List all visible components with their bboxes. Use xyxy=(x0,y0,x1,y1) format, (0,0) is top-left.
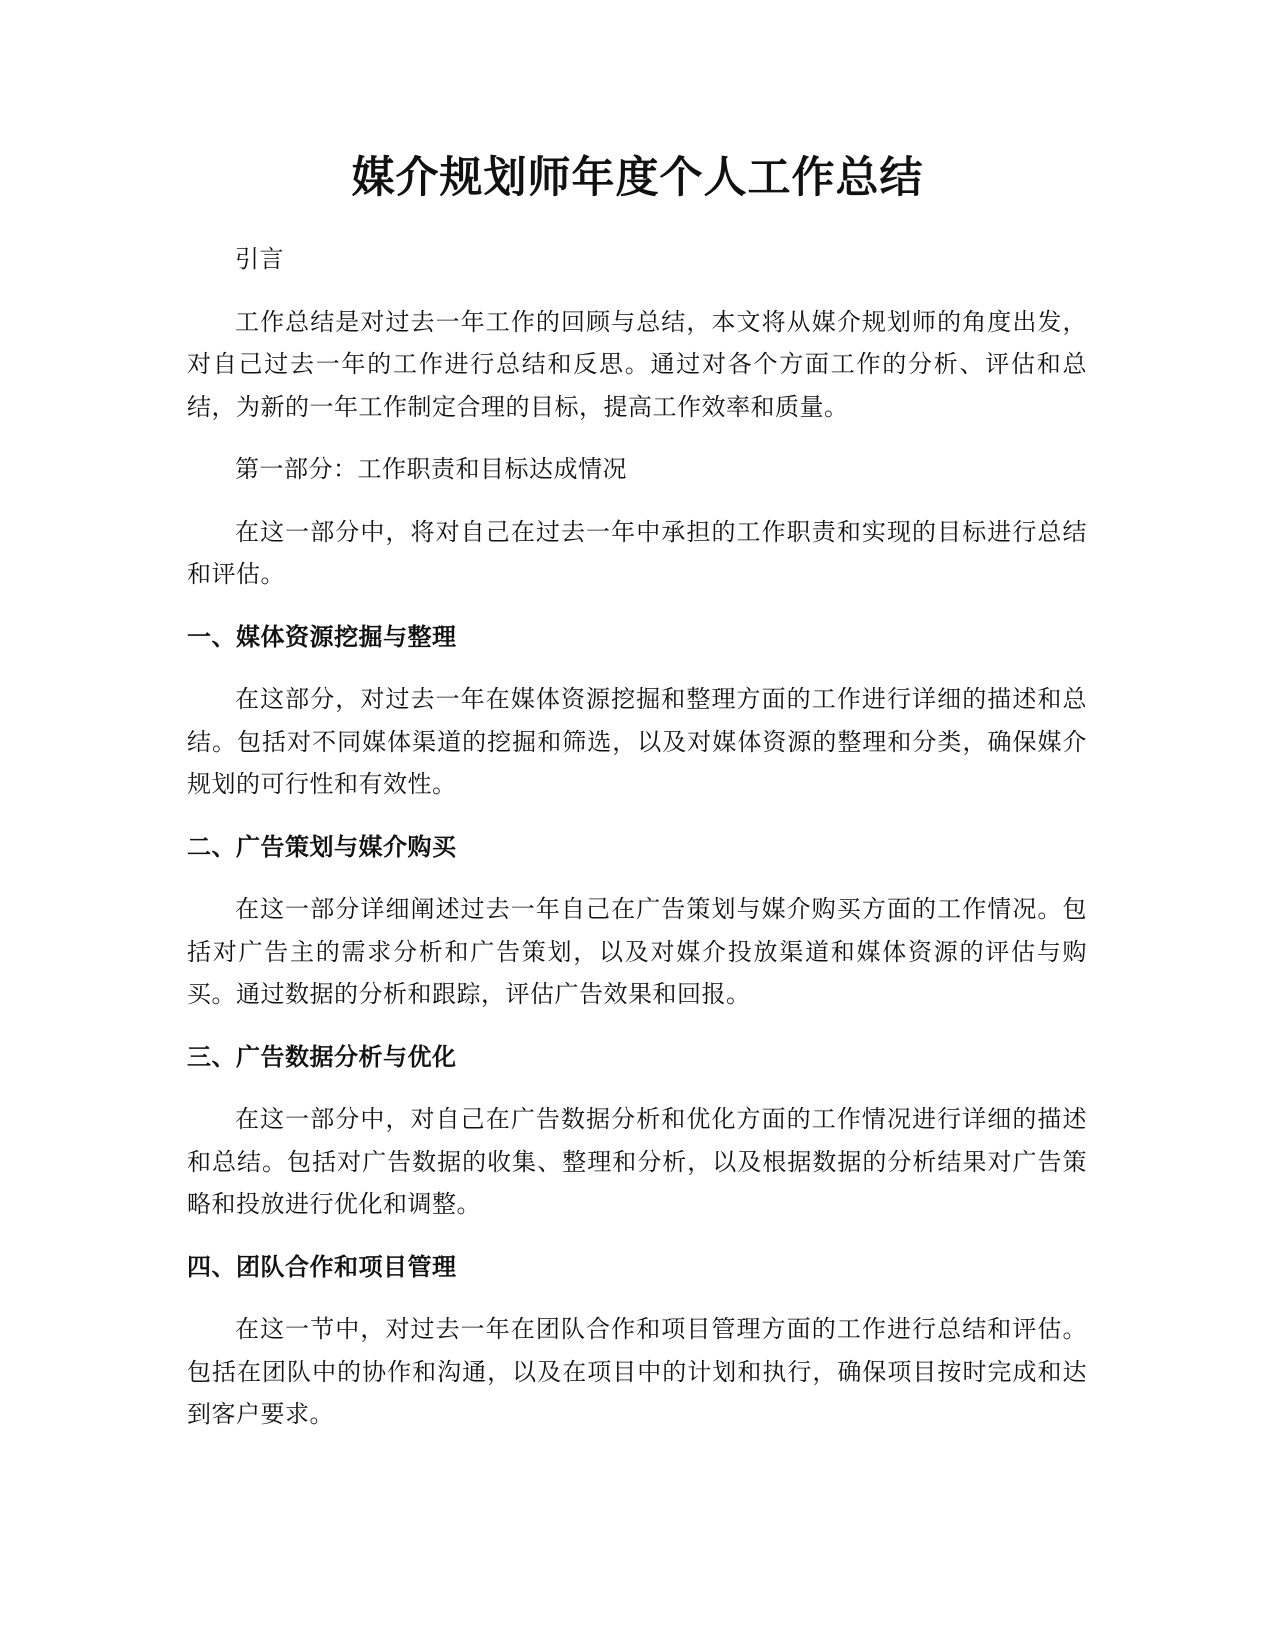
document-body xyxy=(187,238,1087,1436)
section-paragraph: 在这一节中，对过去一年在团队合作和项目管理方面的工作进行总结和评估。包括在团队中的协作和沟通，以及在项目中的计划和执行，确保项目按时完成和达到客户要求。 xyxy=(187,1315,1087,1428)
part1-paragraph: 在这一部分中，将对自己在过去一年中承担的工作职责和实现的目标进行总结和评估。 xyxy=(187,517,1087,588)
page-title: 媒介规划师年度个人工作总结 xyxy=(351,153,924,203)
intro-heading: 引言 xyxy=(235,245,284,273)
section-paragraph: 在这一部分详细阐述过去一年自己在广告策划与媒介购买方面的工作情况。包括对广告主的需求分析和广告策划，以及对媒介投放渠道和媒体资源的评估与购买。通过数据的分析和跟踪，评估广告效果和回报。 xyxy=(187,895,1087,1008)
section-heading: 一、媒体资源挖掘与整理 xyxy=(187,622,457,651)
section-paragraph: 在这部分，对过去一年在媒体资源挖掘和整理方面的工作进行详细的描述和总结。包括对不同媒体渠道的挖掘和筛选，以及对媒体资源的整理和分类，确保媒介规划的可行性和有效性。 xyxy=(187,685,1087,798)
intro-paragraph: 工作总结是对过去一年工作的回顾与总结，本文将从媒介规划师的角度出发，对自己过去一年的工作进行总结和反思。通过对各个方面工作的分析、评估和总结，为新的一年工作制定合理的目标，提高工作效率和质量。 xyxy=(187,307,1087,421)
part1-heading: 第一部分：工作职责和目标达成情况 xyxy=(235,455,627,483)
section-paragraph: 在这一部分中，对自己在广告数据分析和优化方面的工作情况进行详细的描述和总结。包括对广告数据的收集、整理和分析，以及根据数据的分析结果对广告策略和投放进行优化和调整。 xyxy=(187,1105,1087,1218)
section-heading: 四、团队合作和项目管理 xyxy=(187,1252,457,1281)
section-heading: 三、广告数据分析与优化 xyxy=(187,1042,457,1071)
section-heading: 二、广告策划与媒介购买 xyxy=(187,832,457,861)
